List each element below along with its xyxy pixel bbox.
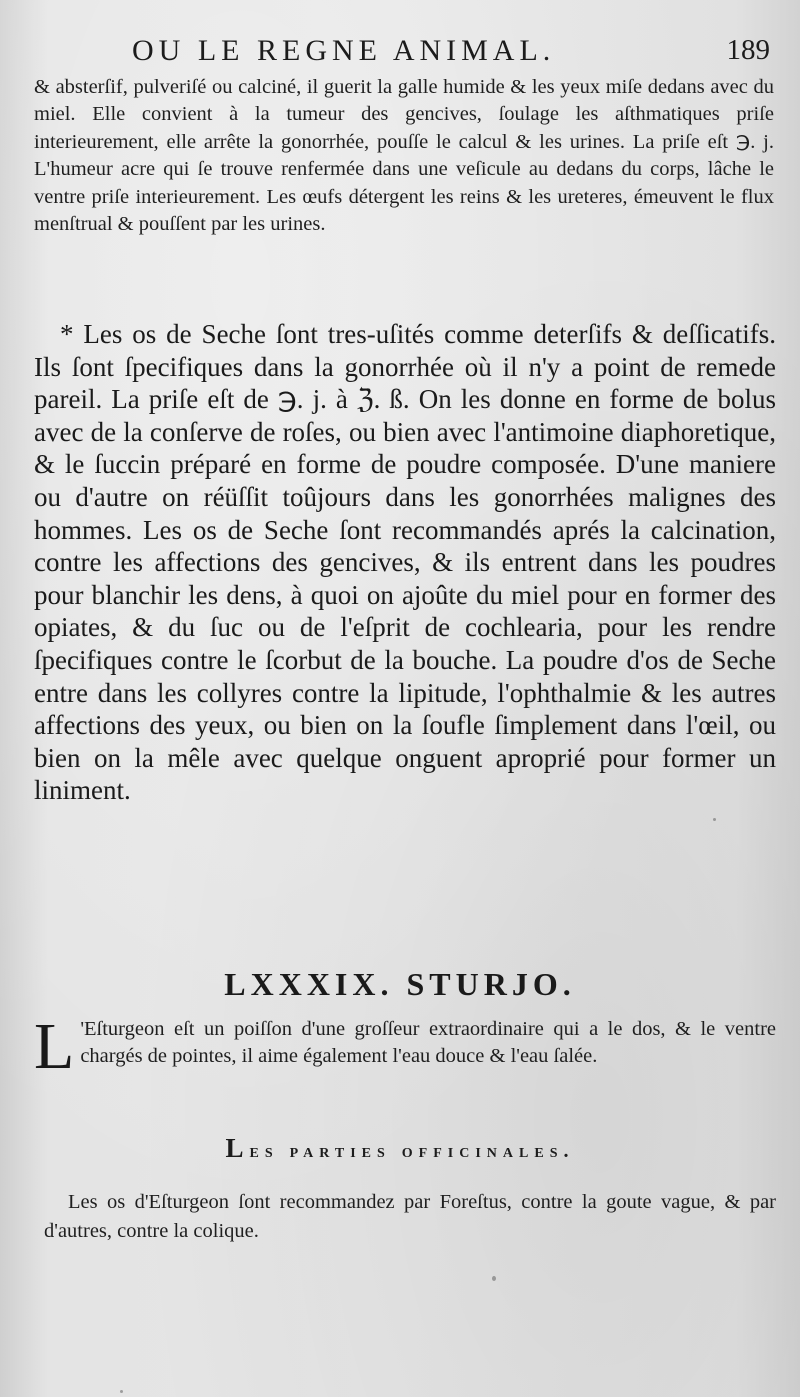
paragraph-description-text: 'Eſturgeon eſt un poiſſon d'une groſſeur extraordinaire qui a le dos, & le ventre chargés de pointes, il aime également l'eau douce & l'eau ſalée.	[80, 1018, 776, 1068]
paragraph-seche-text: * Les os de Seche ſont tres-uſités comme deterſifs & deſſicatifs. Ils ſont ſpecifiques dans la gonorrhée où il n'y a point de remede pareil. La priſe eſt de ℈. j. à ℨ. ß. On les donne en forme de bolus avec de la conſerve de roſes, ou bien avec l'antimoine diaphoretique, & le ſuccin préparé en forme de poudre composée. D'une maniere ou d'autre on réüſſit toûjours dans les gonorrhées malignes des hommes. Les os de Seche ſont recommandés aprés la calcination, contre les affections des gencives, & ils entrent dans les poudres pour blanchir les dens, à quoi on ajoûte du miel pour en former des opiates, & du ſuc ou de l'eſprit de cochlearia, pour les rendre ſpecifiques contre le ſcorbut de la bouche. La poudre d'os de Seche entre dans les collyres contre la lipitude, l'ophthalmie & les autres affections des yeux, ou bien on la ſoufle ſimplement dans l'œil, ou bien on la mêle avec quelque onguent aproprié pour former un liniment.	[34, 319, 776, 806]
paper-speck	[120, 1390, 123, 1393]
paragraph-seche	[34, 318, 776, 807]
page-number: 189	[726, 34, 770, 66]
subheading-parties: Les parties officinales.	[225, 1133, 575, 1163]
paragraph-esturgeon-os	[44, 1188, 776, 1246]
section-heading: LXXXIX. STURJO.	[224, 966, 576, 1002]
paper-speck	[713, 818, 716, 821]
drop-cap: L	[34, 1010, 75, 1083]
paragraph-continuation: & absterſif, pulveriſé ou calciné, il guerit la galle humide & les yeux miſe dedans avec du miel. Elle convient à la tumeur des gencives, ſoulage les aſthmatiques priſe interieurement, elle arrête la gonorrhée, pouſſe le calcul & les urines. La priſe eſt ℈. j. L'humeur acre qui ſe trouve renfermée dans une veſicule au dedans du corps, lâche le ventre priſe interieurement. Les œufs détergent les reins & les ureteres, émeuvent le flux menſtrual & pouſſent par les urines.	[34, 76, 774, 236]
paragraph-esturgeon-os-text: Les os d'Eſturgeon ſont recommandez par Foreſtus, contre la goute vague, & par d'autres, contre la colique.	[44, 1191, 776, 1242]
paragraph-description	[34, 1010, 776, 1083]
paper-speck	[492, 1276, 496, 1281]
running-head	[36, 34, 776, 74]
running-head-title: OU LE REGNE ANIMAL.	[132, 34, 556, 67]
